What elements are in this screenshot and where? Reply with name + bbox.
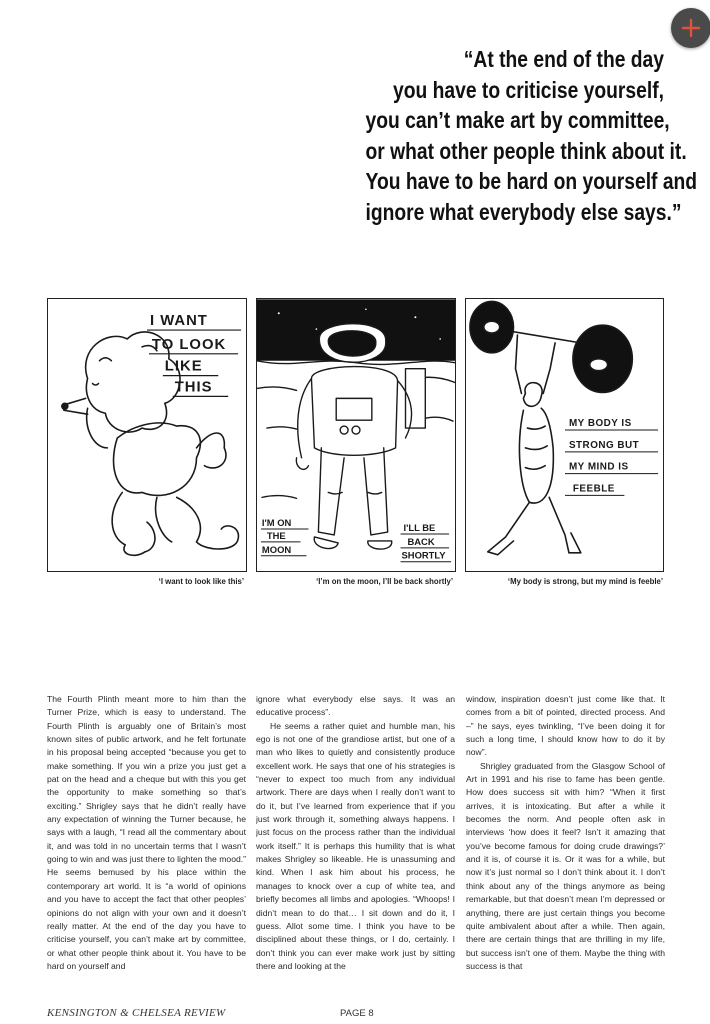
magazine-title: KENSINGTON & CHELSEA REVIEW [47, 1007, 226, 1019]
article-paragraph: Shrigley graduated from the Glasgow School of Art in 1991 and his rise to fame has been gentle. How does success sit with him? “When it first arrives, it is intoxicating. But after a while it becomes the norm. And people often ask in interviews ‘how does it feel? Isn’t it amazing that you’ve become famous for doing crude drawings?’ and it is, of course it is. Or it was for a while, but now it’s just normal so I don’t think about it. I don’t think about any of the things anymore as being remarkable, but that doesn’t mean I’m depressed or anything, there are just certain things you become quite ambivalent about after a while. Then again, there are certain things that are thrilling in my life, but success isn’t one of them. Maybe the thing with success is that [466, 760, 665, 971]
panel-text: LIKE [164, 358, 203, 375]
article-column [466, 693, 665, 1003]
illustration-caption: ‘I want to look like this’ [158, 577, 244, 586]
article-paragraph: He seems a rather quiet and humble man, his ego is not one of the grandiose artist, but one of a man who likes to quietly and consistently produce excellent work. He says that one of his strategies is “never to expect too much from any individual artwork. There are days when I really don’t want to do it, but I’ve learned from experience that if you just work through it, something always happens. I just focus on the process rather than the individual work itself.” It is perhaps this humility that is what makes Shrigley so likeable. He is unassuming and kind. When I ask him about his process, he manages to knock over a cup of white tea, and briefly becomes all limbs and apologies. “Whoops! I didn’t mean to do that… I sit down and do it, I guess. Allot some time. I think you have to be disciplined about these things, or I do, certainly. I don’t think you can ever make work just by sitting there and looking at the [256, 720, 455, 971]
panel-text: MOON [261, 543, 292, 555]
article-body [47, 693, 664, 1003]
article-column [47, 693, 246, 1003]
pull-quote-line: you can’t make art by committee, [365, 107, 670, 133]
article-paragraph: window, inspiration doesn’t just come like that. It comes from a bit of pointed, directed process. And –” he says, eyes twinkling, “I’ve been doing it for such a long time, I should know how to do it by now”. [466, 694, 665, 758]
illustration-caption: ‘My body is strong, but my mind is feeble’ [507, 577, 663, 586]
panel-text: MY MIND IS [568, 461, 629, 473]
panel-text: TO LOOK [151, 336, 227, 353]
pull-quote [365, 44, 698, 227]
panel-text: THIS [174, 379, 213, 396]
pull-quote-line: you have to criticise yourself, [393, 76, 664, 103]
article-paragraph: ignore what everybody else says. It was an educative process”. [256, 694, 455, 718]
add-button[interactable] [671, 8, 710, 48]
astronaut-illustration [256, 298, 456, 572]
illustration-strip [47, 298, 664, 572]
pull-quote-line: “At the end of the day [463, 46, 664, 72]
poodle-illustration [47, 298, 247, 572]
pull-quote-line: ignore what everybody else says.” [365, 198, 682, 225]
page-number: PAGE 8 [340, 1008, 374, 1019]
article-paragraph: The Fourth Plinth meant more to him than the Turner Prize, which is easy to understand. The Fourth Plinth is arguably one of Britain’s most known sites of public artwork, and he felt fortunate in his proposal being accepted “because you get to make something. If you win a prize you just get a pat on the head and a cheque but with this you get the opportunity to make something so that’s exciting.” Shrigley says that he didn’t really have any expectation of winning the Turner because, he says with a laugh, “I read all the commentary about it, and was told in no uncertain terms that I wasn’t going to win and was just there to lighten the mood.” He seems bemused by his place within the contemporary art world. It is “a world of opinions and you have to accept the fact that other peoples’ opinions do not align with your own and it doesn’t really matter. At the end of the day you have to criticise yourself, you can’t make art by committee, or what other people think about it. You have to be hard on yourself and [47, 694, 246, 971]
poodle-drawing [48, 299, 246, 571]
weightlifter-illustration [465, 298, 664, 572]
panel-text: THE [266, 529, 286, 541]
panel-text: I'M ON [261, 517, 292, 529]
panel-text: I WANT [149, 313, 208, 330]
panel-text: MY BODY IS [568, 418, 632, 430]
illustration-caption: ‘I’m on the moon, I’ll be back shortly’ [316, 577, 453, 586]
plus-icon [680, 17, 702, 39]
panel-text: BACK [407, 535, 435, 547]
panel-text: I'LL BE [403, 522, 436, 534]
panel-text: SHORTLY [401, 549, 446, 561]
pull-quote-line: You have to be hard on yourself and [365, 168, 698, 194]
weightlifter-drawing [466, 299, 663, 571]
astronaut-drawing [257, 299, 455, 571]
pull-quote-line: or what other people think about it. [365, 137, 687, 164]
panel-text: FEEBLE [572, 483, 615, 495]
article-column [256, 693, 455, 1003]
panel-text: STRONG BUT [568, 439, 640, 451]
